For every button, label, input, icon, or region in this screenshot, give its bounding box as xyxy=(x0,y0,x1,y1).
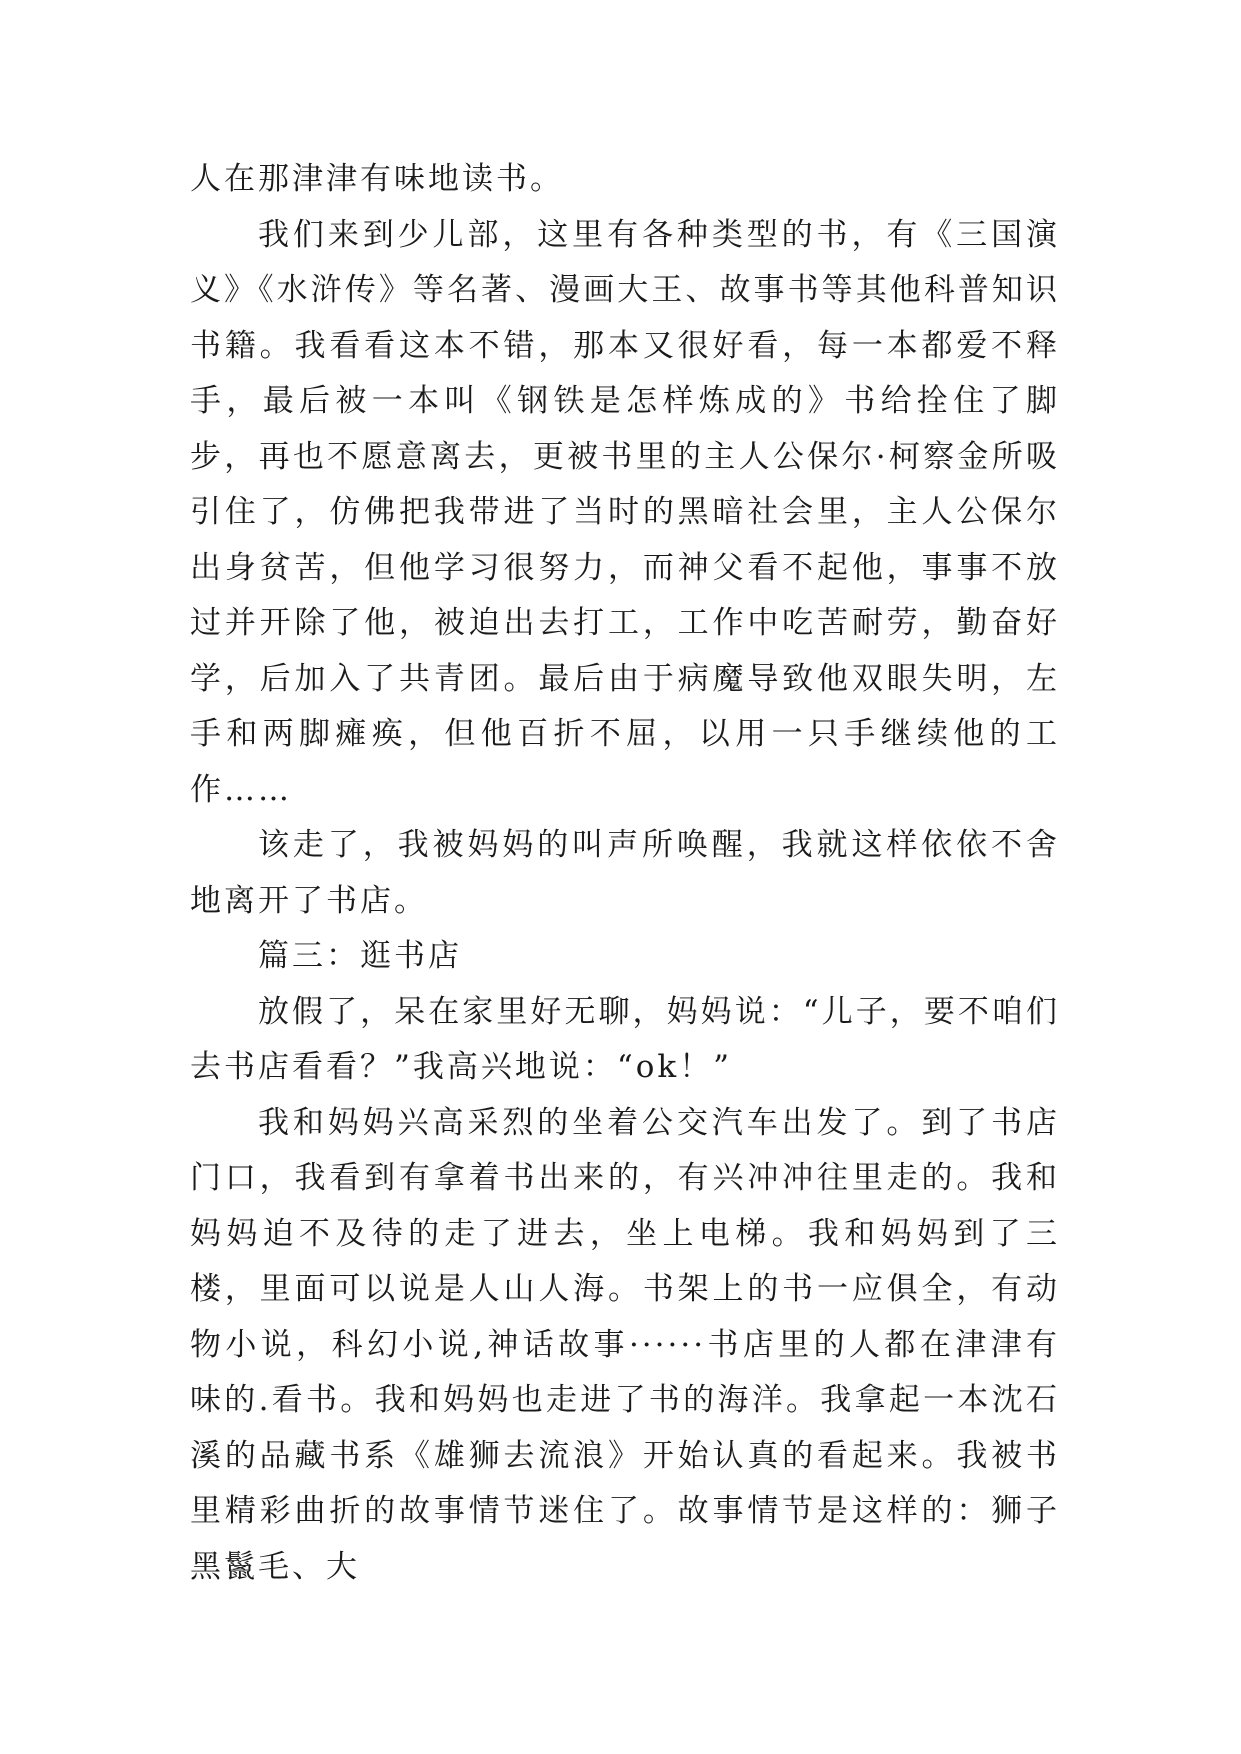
paragraph-1: 人在那津津有味地读书。 xyxy=(190,161,564,197)
paragraph-3: 该走了，我被妈妈的叫声所唤醒，我就这样依依不舍地离开了书店。 xyxy=(190,827,1060,919)
paragraph-5: 我和妈妈兴高采烈的坐着公交汽车出发了。到了书店门口，我看到有拿着书出来的，有兴冲冲往里走的。我和妈妈迫不及待的走了进去，坐上电梯。我和妈妈到了三楼，里面可以说是人山人海。书架上的书一应俱全，有动物小说，科幻小说,神话故事······书店里的人都在津津有味的.看书。我和妈妈也走进了书的海洋。我拿起一本沈石溪的品藏书系《雄狮去流浪》开始认真的看起来。我被书里精彩曲折的故事情节迷住了。故事情节是这样的：狮子黑鬣毛、大 xyxy=(190,1104,1060,1585)
document-body xyxy=(190,152,1060,1595)
paragraph-4: 放假了，呆在家里好无聊，妈妈说：“儿子，要不咱们去书店看看？”我高兴地说：“ok！” xyxy=(190,993,1060,1085)
section-heading: 篇三：逛书店 xyxy=(258,938,462,974)
paragraph-2: 我们来到少儿部，这里有各种类型的书，有《三国演义》《水浒传》等名著、漫画大王、故事书等其他科普知识书籍。我看看这本不错，那本又很好看，每一本都爱不释手，最后被一本叫《钢铁是怎样炼成的》书给拴住了脚步，再也不愿意离去，更被书里的主人公保尔·柯察金所吸引住了，仿佛把我带进了当时的黑暗社会里，主人公保尔出身贫苦，但他学习很努力，而神父看不起他，事事不放过并开除了他，被迫出去打工，工作中吃苦耐劳，勤奋好学，后加入了共青团。最后由于病魔导致他双眼失明，左手和两脚瘫痪，但他百折不屈，以用一只手继续他的工作…… xyxy=(190,216,1060,808)
